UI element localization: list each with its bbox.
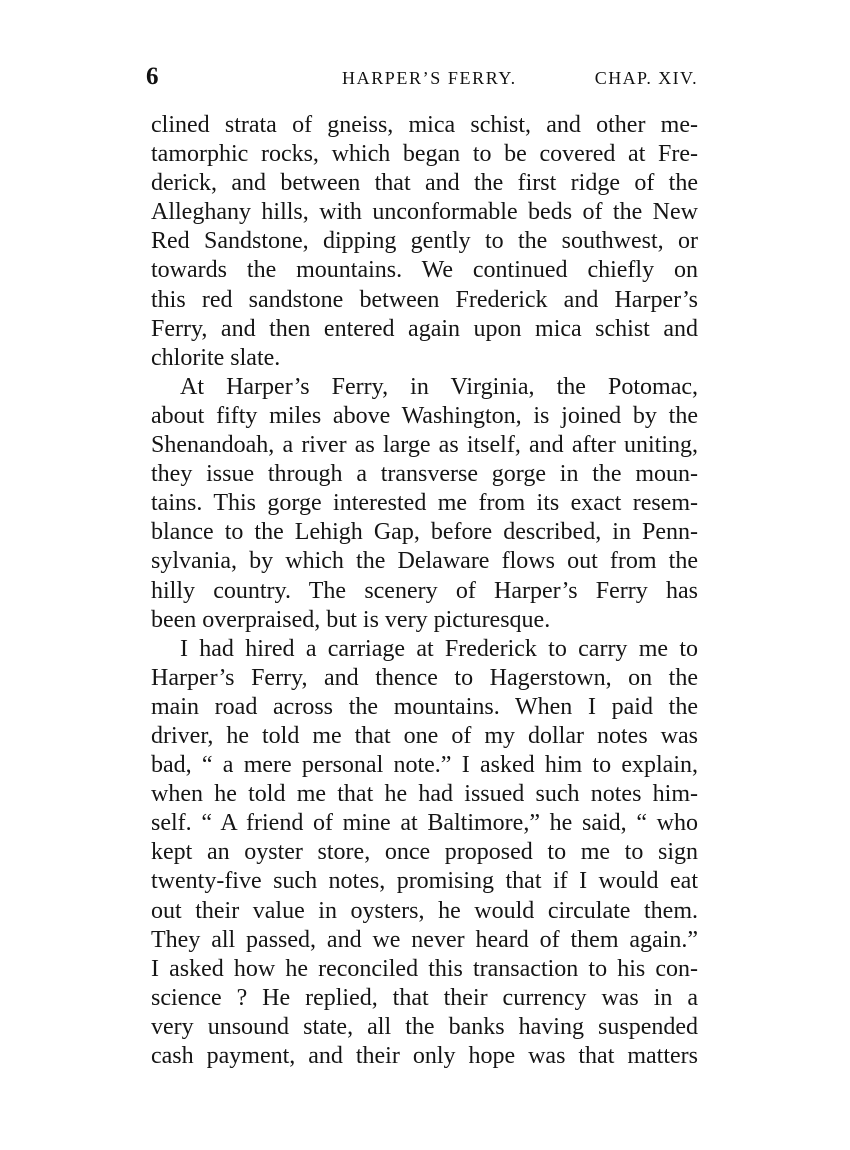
- text-line: clined strata of gneiss, mica schist, and other me-: [151, 112, 698, 138]
- text-line: this red sandstone between Frederick and Harper’s: [151, 286, 698, 313]
- text-line: derick, and between that and the first ridge of the: [151, 170, 698, 197]
- body-text: [151, 111, 698, 1071]
- text-line: hilly country. The scenery of Harper’s Ferry has: [151, 577, 698, 604]
- text-line: towards the mountains. We continued chiefly on: [151, 257, 698, 284]
- text-line: main road across the mountains. When I paid the: [151, 693, 698, 720]
- text-line: self. “ A friend of mine at Baltimore,” he said, “ who: [151, 810, 698, 837]
- text-line: cash payment, and their only hope was that matters: [151, 1043, 698, 1069]
- text-line: tamorphic rocks, which began to be covered at Fre-: [151, 141, 698, 168]
- text-line: Harper’s Ferry, and thence to Hagerstown, on the: [151, 664, 698, 691]
- text-line: science ? He replied, that their currency was in a: [151, 984, 698, 1011]
- text-line: about fifty miles above Washington, is joined by the: [151, 402, 698, 429]
- text-line: tains. This gorge interested me from its exact resem-: [151, 490, 698, 517]
- text-line: chlorite slate.: [151, 344, 281, 371]
- text-line: been overpraised, but is very picturesque.: [151, 606, 551, 633]
- text-line: Alleghany hills, with unconformable beds of the New: [151, 199, 698, 226]
- text-line: Shenandoah, a river as large as itself, and after uniting,: [151, 432, 698, 459]
- text-line: very unsound state, all the banks having suspended: [151, 1013, 698, 1040]
- text-line: At Harper’s Ferry, in Virginia, the Potomac,: [180, 373, 698, 400]
- text-line: bad, “ a mere personal note.” I asked him to explain,: [151, 752, 698, 779]
- text-line: kept an oyster store, once proposed to me to sign: [151, 839, 698, 866]
- page-header: [146, 62, 698, 92]
- text-line: driver, he told me that one of my dollar notes was: [151, 722, 698, 749]
- text-line: sylvania, by which the Delaware flows out from the: [151, 548, 698, 575]
- running-title: HARPER’S FERRY.: [342, 68, 517, 88]
- text-line: out their value in oysters, he would circulate them.: [151, 897, 698, 924]
- text-line: Ferry, and then entered again upon mica schist and: [151, 315, 698, 342]
- text-line: when he told me that he had issued such notes him-: [151, 781, 698, 808]
- text-line: They all passed, and we never heard of them again.”: [151, 926, 698, 953]
- text-line: Red Sandstone, dipping gently to the southwest, or: [151, 228, 698, 255]
- text-line: I asked how he reconciled this transaction to his con-: [151, 955, 698, 982]
- text-line: twenty-five such notes, promising that if I would eat: [151, 868, 698, 895]
- text-line: I had hired a carriage at Frederick to carry me to: [180, 635, 698, 662]
- text-line: blance to the Lehigh Gap, before described, in Penn-: [151, 519, 698, 546]
- page-number: 6: [146, 63, 159, 90]
- text-line: they issue through a transverse gorge in the moun-: [151, 461, 698, 488]
- chapter-label: CHAP. XIV.: [594, 68, 698, 88]
